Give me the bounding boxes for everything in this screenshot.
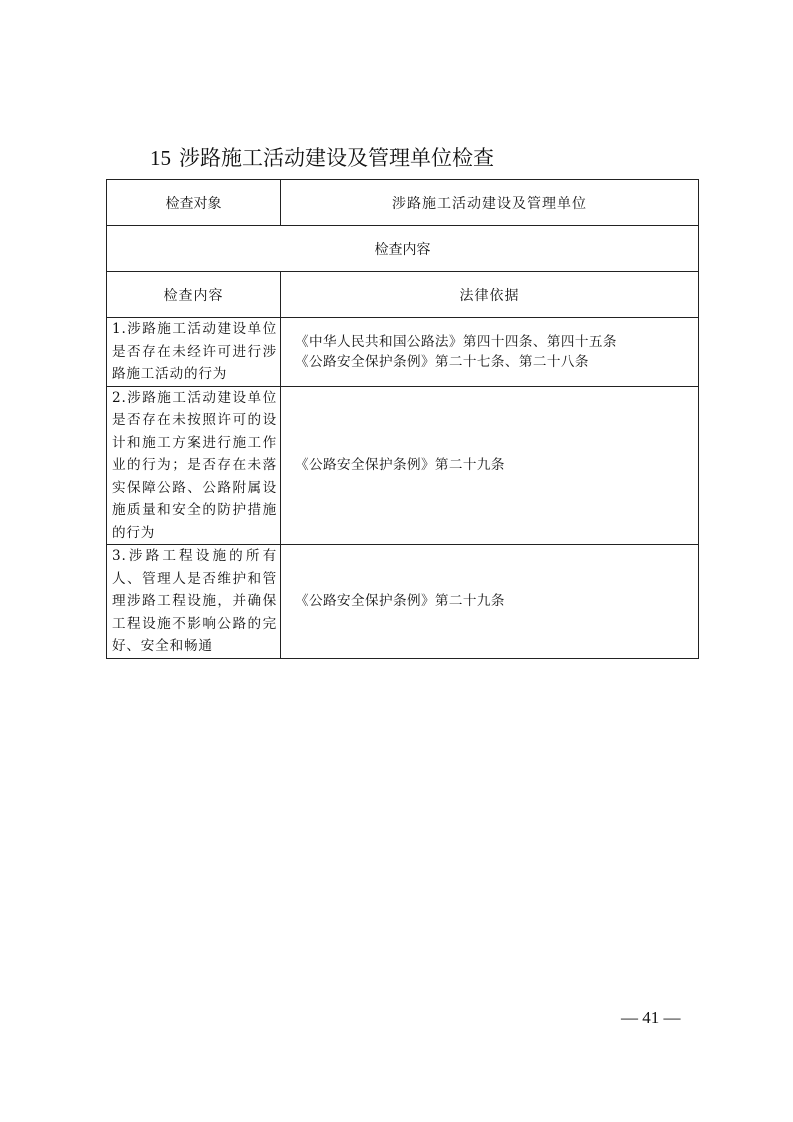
table-row xyxy=(107,386,699,545)
content-section-label: 检查内容 xyxy=(107,226,699,272)
object-value: 涉路施工活动建设及管理单位 xyxy=(281,180,699,226)
object-label: 检查对象 xyxy=(107,180,281,226)
section-number: 15 xyxy=(150,146,171,170)
col-header-content: 检查内容 xyxy=(107,272,281,318)
section-row xyxy=(107,226,699,272)
legal-basis-line: 《公路安全保护条例》第二十九条 xyxy=(295,593,505,610)
table-row xyxy=(107,318,699,387)
inspection-table xyxy=(106,179,699,659)
legal-basis-line: 《公路安全保护条例》第二十七条、第二十八条 xyxy=(295,353,589,370)
legal-basis-line: 《中华人民共和国公路法》第四十四条、第四十五条 xyxy=(295,333,617,350)
section-heading xyxy=(150,143,494,173)
section-title: 涉路施工活动建设及管理单位检查 xyxy=(179,146,494,170)
check-item: 3.涉路工程设施的所有人、管理人是否维护和管理涉路工程设施，并确保工程设施不影响公路的完好、安全和畅通 xyxy=(107,545,281,659)
check-item: 1.涉路施工活动建设单位是否存在未经许可进行涉路施工活动的行为 xyxy=(107,318,281,387)
column-header-row xyxy=(107,272,699,318)
table-row xyxy=(107,545,699,659)
legal-basis xyxy=(281,386,699,545)
legal-basis xyxy=(281,318,699,387)
legal-basis-line: 《公路安全保护条例》第二十九条 xyxy=(295,457,505,474)
legal-basis xyxy=(281,545,699,659)
check-item: 2.涉路施工活动建设单位是否存在未按照许可的设计和施工方案进行施工作业的行为；是否存在未落实保障公路、公路附属设施质量和安全的防护措施的行为 xyxy=(107,386,281,545)
page-number: — 41 — xyxy=(621,1008,681,1027)
object-row xyxy=(107,180,699,226)
col-header-basis: 法律依据 xyxy=(281,272,699,318)
